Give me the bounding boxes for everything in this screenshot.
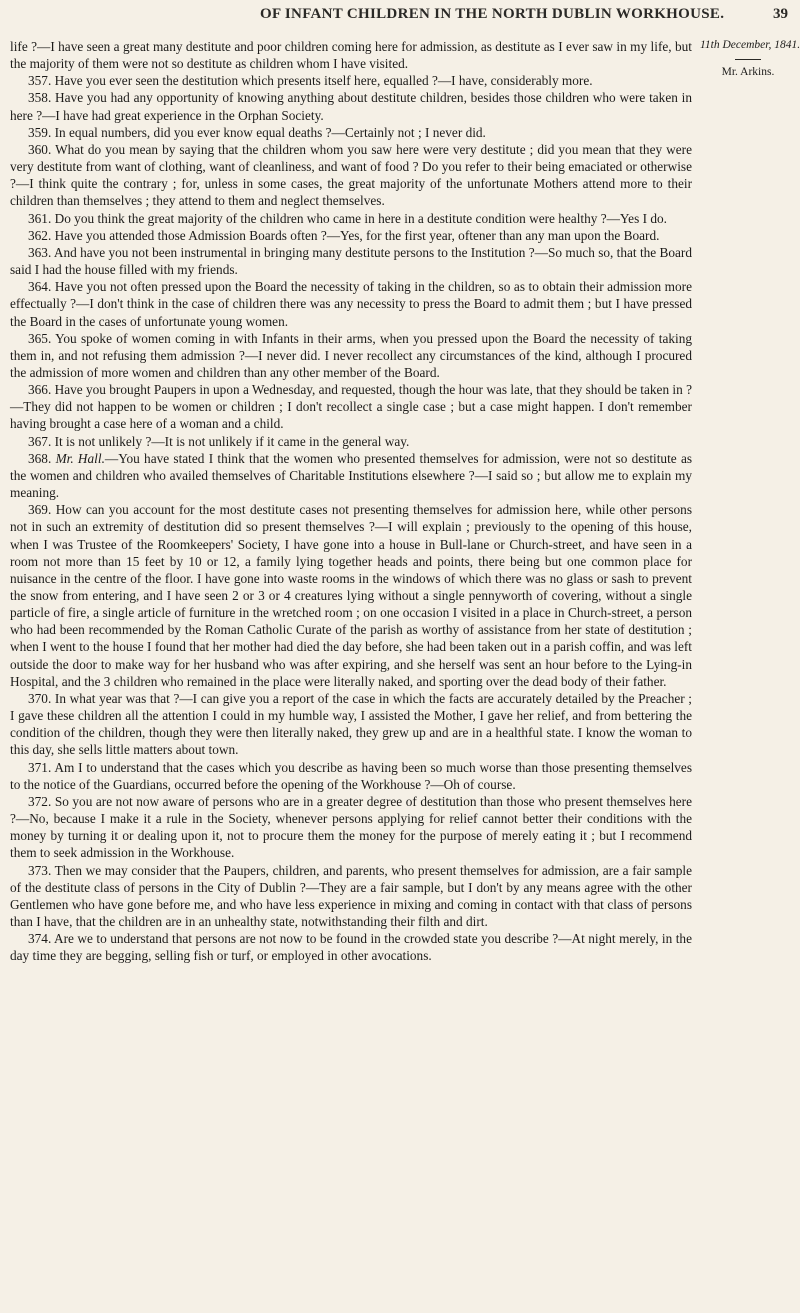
paragraph: [10, 690, 692, 759]
paragraph: [10, 330, 692, 381]
paragraph: [10, 89, 692, 123]
paragraph-text: 357. Have you ever seen the destitution which presents itself here, equalled ?—I have, considerably more.: [28, 73, 593, 89]
paragraph-text: 358. Have you had any opportunity of knowing anything about destitute children, besides those children who were taken in here ?—I have had great experience in the Orphan Society.: [10, 90, 692, 123]
page-header: [0, 4, 800, 32]
margin-witness: Mr. Arkins.: [721, 66, 775, 78]
paragraph: [10, 210, 692, 227]
paragraph: [10, 862, 692, 931]
paragraph-text: 364. Have you not often pressed upon the Board the necessity of taking in the children, so as to obtain their admission more effectually ?—I don't think in the case of children there was any necessity to press the Board to admit them ; but I have pressed the Board in the cases of unfortunate young women.: [10, 279, 692, 329]
paragraph: [10, 38, 692, 72]
paragraph-text: 360. What do you mean by saying that the children whom you saw here were very destitute ; did you mean that they were very destitute from want of clothing, want of cleanliness, and want of food ? Do you refer to their being emaciated or otherwise ?—I think quite the contrary ; for, unless in some cases, the great majority of the unfortunate Mothers attend more to their children than themselves ; they attend to them and neglect themselves.: [10, 141, 692, 209]
paragraph: [10, 141, 692, 210]
paragraph-text: life ?—I have seen a great many destitute and poor children coming here for admission, as destitute as I ever saw in my life, but the majority of them were not so destitute as children whom I have visited.: [10, 39, 692, 72]
paragraph-text: 371. Am I to understand that the cases which you describe as having been so much worse than those presenting themselves to the notice of the Guardians, occurred before the opening of the Workhouse ?—Oh of course.: [10, 759, 692, 792]
running-head: OF INFANT CHILDREN IN THE NORTH DUBLIN WORKHOUSE.: [260, 6, 725, 22]
paragraph-text: 366. Have you brought Paupers in upon a Wednesday, and requested, though the hour was late, that they should be taken in ?—They did not happen to be women or children ; I don't recollect a single case ; but a case might happen. I don't remember having brought a case here of a woman and a child.: [10, 382, 692, 432]
paragraph: [10, 930, 692, 964]
paragraph-text: 362. Have you attended those Admission Boards often ?—Yes, for the first year, oftener than any man upon the Board.: [28, 227, 660, 243]
paragraph: [10, 501, 692, 690]
margin-note: [700, 38, 800, 80]
paragraph-text: 370. In what year was that ?—I can give you a report of the case in which the facts are accurately detailed by the Preacher ; I gave these children all the attention I could in my humble way, I assisted the Mother, I gave her relief, and from bettering the condition of the children, though they were then literally naked, they grew up and are in a healthful state. I know the woman to this day, she sells little matters about town.: [10, 690, 692, 758]
paragraph-text: 361. Do you think the great majority of the children who came in here in a destitute condition were healthy ?—Yes I do.: [28, 210, 667, 226]
speaker-name: Mr. Hall.: [55, 450, 105, 466]
paragraph: [10, 227, 692, 244]
paragraph: [10, 433, 692, 450]
paragraph-text: 373. Then we may consider that the Paupers, children, and parents, who present themselves for admission, are a fair sample of the destitute class of persons in the City of Dublin ?—They are a fair sample, but I don't by any means agree with the other Gentlemen who have gone before me, and who have less experience in mixing and coming in contact with that class of persons than I have, that the children are in an unhealthy state, notwithstanding their filth and dirt.: [10, 862, 692, 929]
question-number: 368.: [28, 450, 52, 466]
paragraph-text: —You have stated I think that the women who presented themselves for admission, were not so destitute as the women and children who availed themselves of Charitable Institutions elsewhere ?—I said so ; but allow me to explain my meaning.: [10, 450, 693, 501]
paragraph: [10, 72, 692, 89]
paragraph: [10, 244, 692, 278]
paragraph: [10, 793, 692, 862]
body-text: [10, 38, 692, 964]
paragraph-text: 367. It is not unlikely ?—It is not unlikely if it came in the general way.: [28, 433, 410, 449]
paragraph-text: 359. In equal numbers, did you ever know equal deaths ?—Certainly not ; I never did.: [28, 124, 486, 140]
paragraph: [10, 278, 692, 329]
paragraph: [10, 381, 692, 432]
paragraph-text: 372. So you are not now aware of persons who are in a greater degree of destitution than those who present themselves here ?—No, because I make it a rule in the Society, whenever persons applying for relief cannot better their conditions with the money by turning it or dealing upon it, not to procure them the money for the purpose of merely eating it ; but I recommend them to seek admission in the Workhouse.: [10, 793, 692, 861]
paragraph-text: 369. How can you account for the most destitute cases not presenting themselves for admission here, while other persons not in such an extremity of destitution did so present themselves ?—I will explain ; previously to the opening of this house, when I was Trustee of the Roomkeepers' Society, I have gone into a house in Bull-lane or Church-street, and have seen in a room not more than 15 feet by 10 or 12, a family lying together heads and points, there being but one common place for nuisance in the centre of the floor. I have gone into waste rooms in the windows of which there was no glass or sash to prevent the snow from entering, and I have seen 2 or 3 or 4 creatures lying without a single pennyworth of covering, without a single particle of fire, a single article of furniture in the wretched room ; on one occasion I visited in a place in Church-street, a person who had been recommended by the Roman Catholic Curate of the parish as worthy of assistance from her state of destitution ; when I went to the house I found that her mother had died the day before, she had been taken out in a parish coffin, and was left outside the door to make way for her husband who was after expiring, and she herself was sent an hour before to the Lying-in Hospital, and the 3 children who remained in the place were literally naked, and sporting over the dead body of their father.: [10, 502, 692, 689]
paragraph: [10, 759, 692, 793]
paragraph-text: 365. You spoke of women coming in with Infants in their arms, when you pressed upon the Board the necessity of taking them in, and not refusing them admission ?—I never did. I never recollect any circumstances of the kind, although I procured the admission of more women and children than any other member of the Board.: [10, 330, 692, 380]
paragraph: [10, 450, 692, 501]
margin-date: 11th December, 1841.: [700, 39, 800, 51]
paragraph: [10, 124, 692, 141]
page-number: 39: [773, 6, 788, 22]
margin-rule: [735, 59, 761, 60]
paragraph-text: 374. Are we to understand that persons are not now to be found in the crowded state you describe ?—At night merely, in the day time they are begging, selling fish or turf, or employed in other avocations.: [10, 931, 692, 964]
paragraph-text: 363. And have you not been instrumental in bringing many destitute persons to the Institution ?—So much so, that the Board said I had the house filled with my friends.: [10, 244, 693, 278]
